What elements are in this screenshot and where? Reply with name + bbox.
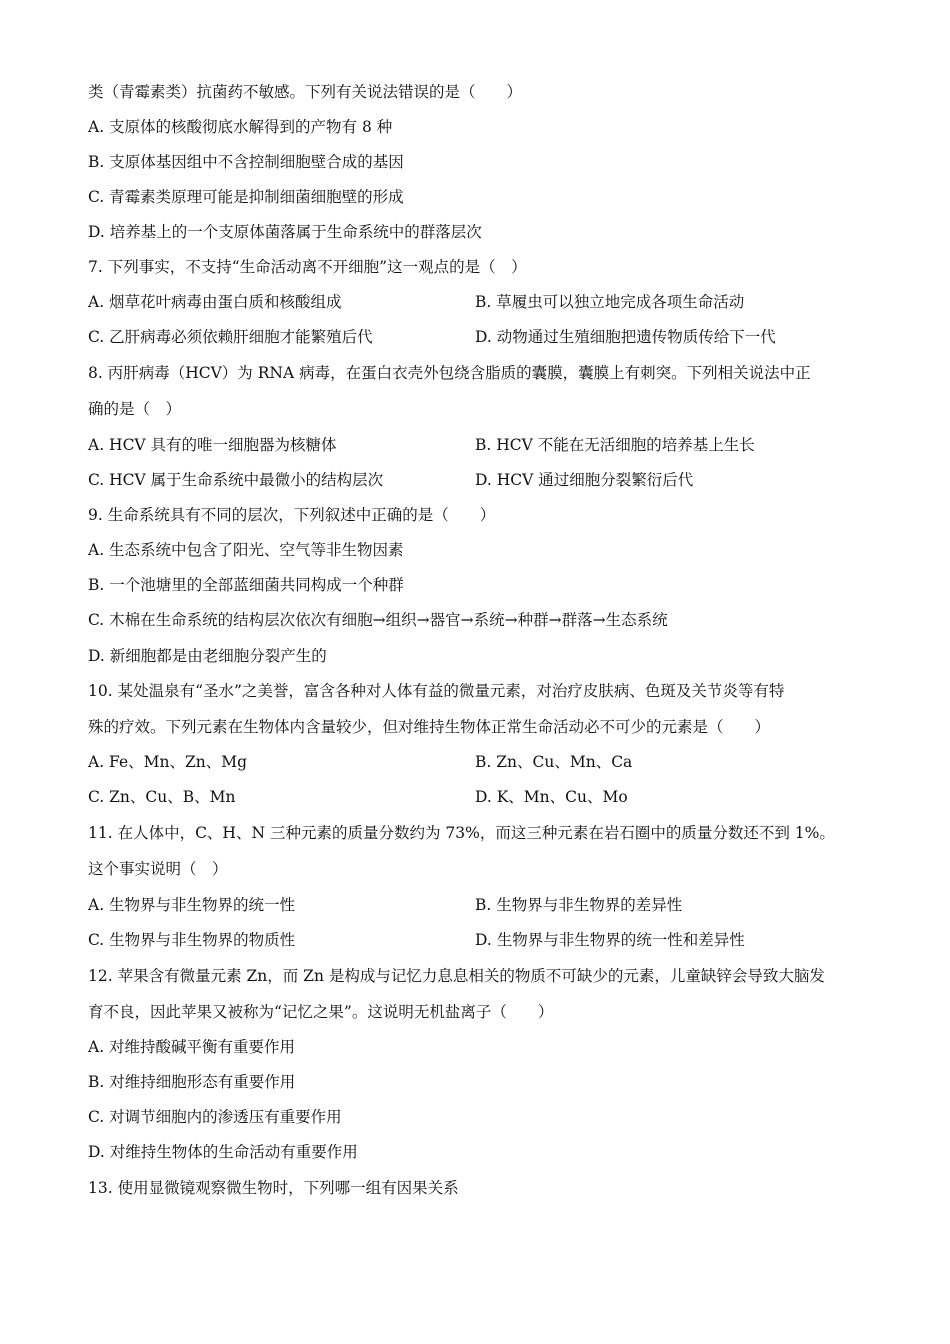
q8-option-c: C. HCV 属于生命系统中最微小的结构层次	[88, 471, 384, 489]
q11-option-c: C. 生物界与非生物界的物质性	[88, 931, 296, 949]
q11-option-b: B. 生物界与非生物界的差异性	[475, 896, 683, 914]
q8-option-d: D. HCV 通过细胞分裂繁衍后代	[475, 471, 694, 489]
q6-option-b: B. 支原体基因组中不含控制细胞壁合成的基因	[88, 153, 404, 171]
q7-option-a: A. 烟草花叶病毒由蛋白质和核酸组成	[88, 293, 342, 311]
q11-option-d: D. 生物界与非生物界的统一性和差异性	[475, 931, 745, 949]
q12-stem-line1: 12. 苹果含有微量元素 Zn，而 Zn 是构成与记忆力息息相关的物质不可缺少的元素，儿童缺锌会导致大脑发	[88, 967, 825, 985]
q10-option-c: C. Zn、Cu、B、Mn	[88, 788, 236, 806]
q8-stem-line2: 确的是（ ）	[88, 400, 182, 418]
q12-stem-line2: 育不良，因此苹果又被称为“记忆之果”。这说明无机盐离子（ ）	[88, 1003, 554, 1021]
q9-option-d: D. 新细胞都是由老细胞分裂产生的	[88, 647, 327, 665]
q10-option-b: B. Zn、Cu、Mn、Ca	[475, 753, 633, 771]
q8-option-a: A. HCV 具有的唯一细胞器为核糖体	[88, 436, 337, 454]
q7-stem: 7. 下列事实，不支持“生命活动离不开细胞”这一观点的是（ ）	[88, 258, 527, 276]
q11-option-a: A. 生物界与非生物界的统一性	[88, 896, 296, 914]
q10-stem-line2: 殊的疗效。下列元素在生物体内含量较少，但对维持生物体正常生命活动必不可少的元素是（ ）	[88, 718, 771, 736]
q9-stem: 9. 生命系统具有不同的层次，下列叙述中正确的是（ ）	[88, 506, 496, 524]
q12-option-b: B. 对维持细胞形态有重要作用	[88, 1073, 296, 1091]
q11-stem-line2: 这个事实说明（ ）	[88, 860, 228, 878]
q6-stem-continuation: 类（青霉素类）抗菌药不敏感。下列有关说法错误的是（ ）	[88, 83, 523, 101]
q11-stem-line1: 11. 在人体中，C、H、N 三种元素的质量分数约为 73%，而这三种元素在岩石圈中的质量分数还不到 1%。	[88, 824, 835, 842]
q10-stem-line1: 10. 某处温泉有“圣水”之美誉，富含各种对人体有益的微量元素，对治疗皮肤病、色斑及关节炎等有特	[88, 682, 785, 700]
q6-option-c: C. 青霉素类原理可能是抑制细菌细胞壁的形成	[88, 188, 404, 206]
q6-option-d: D. 培养基上的一个支原体菌落属于生命系统中的群落层次	[88, 223, 482, 241]
q10-option-d: D. K、Mn、Cu、Mo	[475, 788, 628, 806]
q7-option-b: B. 草履虫可以独立地完成各项生命活动	[475, 293, 745, 311]
q12-option-a: A. 对维持酸碱平衡有重要作用	[88, 1038, 296, 1056]
q10-option-a: A. Fe、Mn、Zn、Mg	[88, 753, 248, 771]
q9-option-c: C. 木棉在生命系统的结构层次依次有细胞→组织→器官→系统→种群→群落→生态系统	[88, 611, 668, 629]
q7-option-c: C. 乙肝病毒必须依赖肝细胞才能繁殖后代	[88, 328, 373, 346]
q9-option-b: B. 一个池塘里的全部蓝细菌共同构成一个种群	[88, 576, 404, 594]
q7-option-d: D. 动物通过生殖细胞把遗传物质传给下一代	[475, 328, 776, 346]
q12-option-d: D. 对维持生物体的生命活动有重要作用	[88, 1143, 358, 1161]
q13-stem: 13. 使用显微镜观察微生物时，下列哪一组有因果关系	[88, 1179, 459, 1197]
q8-option-b: B. HCV 不能在无活细胞的培养基上生长	[475, 436, 755, 454]
q12-option-c: C. 对调节细胞内的渗透压有重要作用	[88, 1108, 342, 1126]
q6-option-a: A. 支原体的核酸彻底水解得到的产物有 8 种	[88, 118, 393, 136]
q9-option-a: A. 生态系统中包含了阳光、空气等非生物因素	[88, 541, 404, 559]
q8-stem-line1: 8. 丙肝病毒（HCV）为 RNA 病毒，在蛋白衣壳外包绕含脂质的囊膜，囊膜上有刺突。下列相关说法中正	[88, 364, 811, 382]
